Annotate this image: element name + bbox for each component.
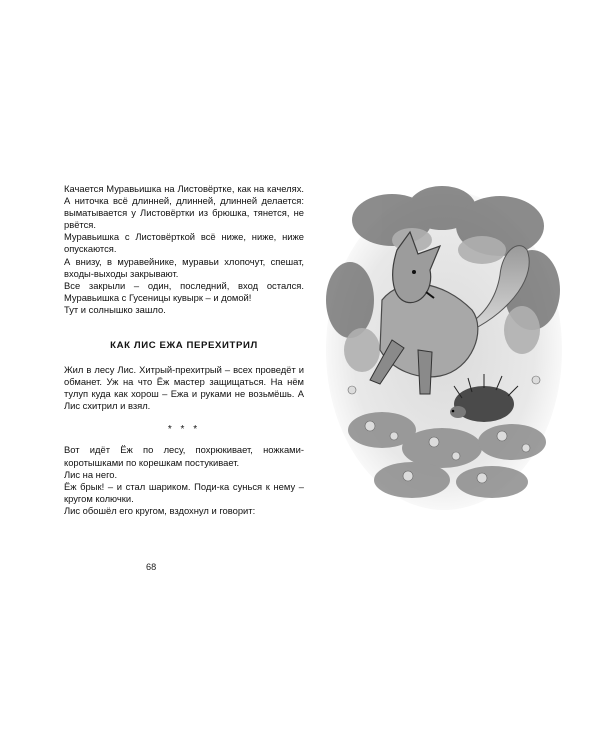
paragraph-7: Вот идёт Ёж по лесу, похрюкивает, ножками-коротышками по корешкам постукивает. xyxy=(64,444,304,468)
paragraph-1: Качается Муравьишка на Листовёртке, как на качелях. А ниточка всё длинней, длинней, длинней делается: выматывается у Листовёртки из брюшка, тянется, не рвётся. xyxy=(64,183,304,231)
paragraph-5: Тут и солнышко зашло. xyxy=(64,303,166,315)
chapter-title: КАК ЛИС ЕЖА ПЕРЕХИТРИЛ xyxy=(110,340,258,352)
paragraph-9: Ёж брык! – и стал шариком. Поди-ка сунься к нему – кругом колючки. xyxy=(64,480,304,504)
paragraph-4: Все закрыли – один, последний, вход остался. Муравьишка с Гусеницы кувырк – и домой! xyxy=(64,279,304,303)
illustration-drawing xyxy=(322,180,562,516)
section-divider-stars: * * * xyxy=(167,424,201,436)
fox-hedgehog-illustration xyxy=(322,180,562,516)
paragraph-2: Муравьишка с Листовёрткой всё ниже, ниже, ниже опускаются. xyxy=(64,231,304,255)
paragraph-3: А внизу, в муравейнике, муравьи хлопочут, спешат, входы-выходы закрывают. xyxy=(64,255,304,279)
page-number: 68 xyxy=(146,562,157,572)
paragraph-10: Лис обошёл его кругом, вздохнул и говорит: xyxy=(64,504,256,516)
paragraph-8: Лис на него. xyxy=(64,468,118,480)
left-page-text xyxy=(64,183,304,517)
paragraph-6: Жил в лесу Лис. Хитрый-прехитрый – всех проведёт и обманет. Уж на что Ёж мастер защищаться. На нём тулуп куда как хорош – Ежа и руками не возьмёшь. А Лис схитрил и взял. xyxy=(64,364,304,412)
